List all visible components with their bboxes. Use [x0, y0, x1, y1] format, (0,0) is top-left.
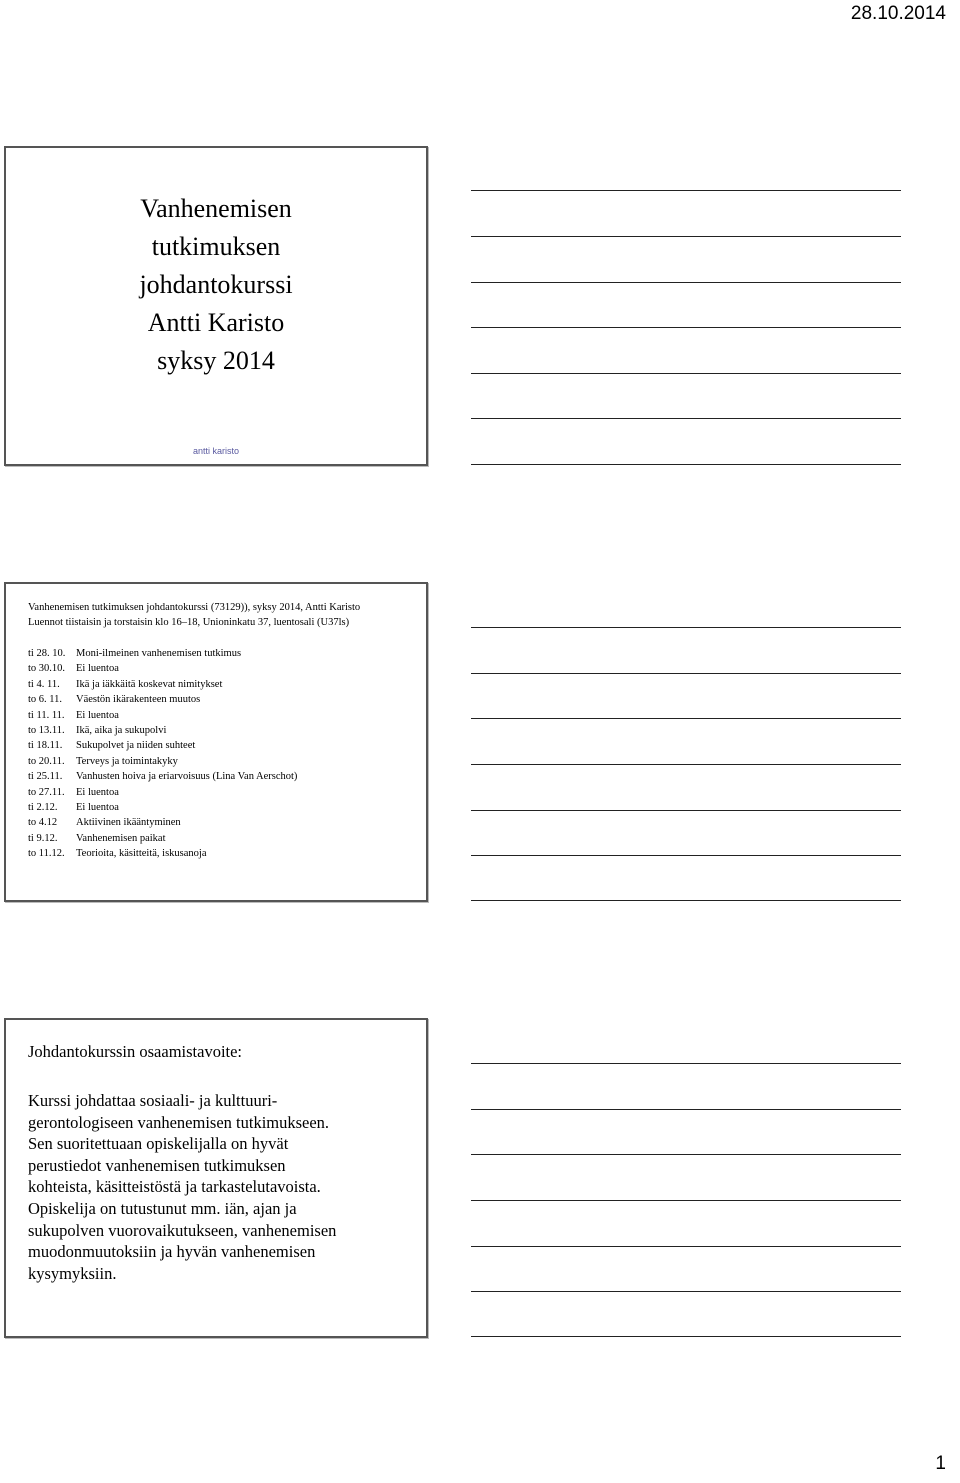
title-line: tutkimuksen: [151, 232, 281, 261]
lecture-date: ti 11. 11.: [28, 709, 65, 721]
schedule-row: [28, 677, 297, 692]
lecture-date: ti 18.11.: [28, 740, 63, 752]
goal-body: [28, 1090, 424, 1284]
schedule-row: [28, 785, 297, 800]
note-line: [471, 418, 901, 419]
note-line: [471, 764, 901, 765]
schedule-row: [28, 723, 297, 738]
schedule-row: [28, 846, 297, 861]
note-line: [471, 236, 901, 237]
title-line: syksy 2014: [157, 346, 275, 375]
note-line: [471, 810, 901, 811]
goal-heading: Johdantokurssin osaamistavoite:: [28, 1042, 243, 1061]
note-line: [471, 327, 901, 328]
note-line: [471, 673, 901, 674]
lecture-date: ti 4. 11.: [28, 678, 60, 690]
lecture-topic: Sukupolvet ja niiden suhteet: [76, 740, 196, 752]
goal-line: muodonmuutoksiin ja hyvän vanhenemisen: [28, 1242, 316, 1262]
schedule-row: [28, 800, 297, 815]
header-date: 28.10.2014: [850, 3, 946, 24]
slide-schedule: [4, 582, 428, 902]
lecture-topic: Ei luentoa: [76, 663, 119, 675]
note-line: [471, 718, 901, 719]
lecture-date: to 13.11.: [28, 724, 65, 736]
schedule-row: [28, 661, 297, 676]
course-intro: [28, 600, 360, 630]
title-line: johdantokurssi: [139, 270, 293, 299]
note-line: [471, 282, 901, 283]
lecture-date: to 27.11.: [28, 786, 65, 798]
schedule-row: [28, 815, 297, 830]
goal-line: gerontologiseen vanhenemisen tutkimukseen.: [28, 1112, 330, 1132]
lecture-date: to 11.12.: [28, 848, 65, 860]
goal-line: kysymyksiin.: [28, 1263, 117, 1283]
schedule-row: [28, 646, 297, 661]
note-line: [471, 464, 901, 465]
schedule-row: [28, 692, 297, 707]
lecture-topic: Ei luentoa: [76, 786, 119, 798]
slide-footer: antti karisto: [192, 446, 240, 456]
schedule-row: [28, 708, 297, 723]
lecture-topic: Ei luentoa: [76, 709, 119, 721]
goal-line: kohteista, käsitteistöstä ja tarkastelutavoista.: [28, 1177, 321, 1197]
lecture-date: to 30.10.: [28, 663, 66, 675]
lecture-schedule: [28, 646, 297, 861]
lecture-date: ti 28. 10.: [28, 648, 66, 659]
lecture-topic: Aktiivinen ikääntyminen: [76, 817, 181, 829]
intro-line: Luennot tiistaisin ja torstaisin klo 16–18, Unioninkatu 37, luentosali (U37ls): [28, 617, 350, 628]
note-line: [471, 190, 901, 191]
lecture-date: to 20.11.: [28, 755, 65, 767]
lecture-topic: Väestön ikärakenteen muutos: [76, 694, 201, 706]
lecture-topic: Vanhusten hoiva ja eriarvoisuus (Lina Van Aerschot): [76, 771, 298, 783]
note-line: [471, 1246, 901, 1247]
note-line: [471, 1063, 901, 1064]
goal-line: Kurssi johdattaa sosiaali- ja kulttuuri-: [28, 1091, 278, 1110]
slide-learning-goal: [4, 1018, 428, 1338]
lecture-date: to 4.12: [28, 817, 58, 829]
goal-line: Sen suoritettuaan opiskelijalla on hyvät: [28, 1134, 289, 1154]
lecture-date: to 6. 11.: [28, 694, 63, 706]
note-line: [471, 1336, 901, 1337]
note-line: [471, 900, 901, 901]
note-line: [471, 1109, 901, 1110]
schedule-row: [28, 831, 297, 846]
note-line: [471, 627, 901, 628]
schedule-row: [28, 769, 297, 784]
note-line: [471, 1154, 901, 1155]
schedule-row: [28, 738, 297, 753]
lecture-topic: Teorioita, käsitteitä, iskusanoja: [76, 848, 207, 860]
lecture-topic: Ei luentoa: [76, 801, 119, 813]
intro-line: Vanhenemisen tutkimuksen johdantokurssi (73129)), syksy 2014, Antti Karisto: [28, 602, 361, 613]
note-line: [471, 373, 901, 374]
title-line: Antti Karisto: [147, 308, 285, 337]
slide-title-text: [6, 190, 426, 380]
note-line: [471, 1291, 901, 1292]
lecture-topic: Moni-ilmeinen vanhenemisen tutkimus: [76, 648, 242, 659]
note-line: [471, 855, 901, 856]
lecture-topic: Terveys ja toimintakyky: [76, 755, 178, 767]
slide-title: [4, 146, 428, 466]
lecture-topic: Vanhenemisen paikat: [76, 832, 166, 844]
schedule-row: [28, 754, 297, 769]
goal-line: sukupolven vuorovaikutukseen, vanhenemisen: [28, 1220, 337, 1240]
lecture-topic: Ikä ja iäkkäitä koskevat nimitykset: [76, 678, 223, 690]
lecture-date: ti 9.12.: [28, 832, 58, 844]
page-number: 1: [935, 1453, 946, 1474]
goal-line: perustiedot vanhenemisen tutkimuksen: [28, 1155, 286, 1175]
lecture-topic: Ikä, aika ja sukupolvi: [76, 724, 167, 736]
lecture-date: ti 25.11.: [28, 771, 63, 783]
note-line: [471, 1200, 901, 1201]
goal-line: Opiskelija on tutustunut mm. iän, ajan ja: [28, 1198, 297, 1218]
lecture-date: ti 2.12.: [28, 801, 58, 813]
title-line: Vanhenemisen: [140, 194, 292, 223]
